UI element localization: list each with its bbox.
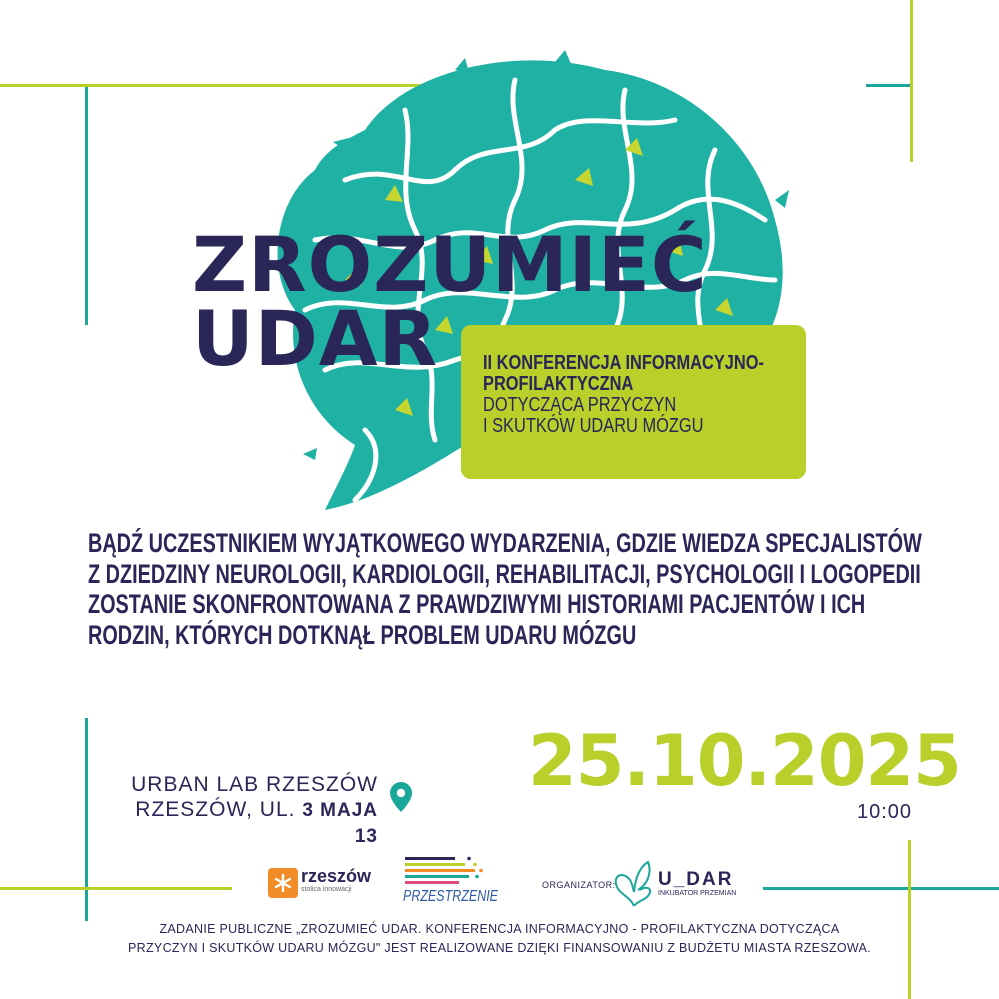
przestrzenie-logo-name: PRZESTRZENIE — [403, 888, 499, 905]
rzeszow-star-icon — [268, 868, 298, 898]
frame-line-bottom-left-horizontal — [0, 887, 232, 890]
venue-street: 3 MAJA 13 — [302, 800, 378, 847]
frame-line-bottom-right-horizontal — [763, 887, 999, 890]
frame-line-bottom-left-vertical — [85, 718, 88, 921]
frame-line-top-right-vertical — [910, 0, 913, 162]
venue-street-line — [120, 797, 378, 849]
organizer-label: ORGANIZATOR: — [542, 880, 616, 890]
rzeszow-logo-name: rzeszów — [301, 866, 372, 886]
footer-line-2: PRZYCZYN I SKUTKÓW UDARU MÓZGU" JEST REALIZOWANE DZIĘKI FINANSOWANIU Z BUDŻETU MIASTA RZESZOWA. — [128, 941, 871, 955]
funding-footer — [0, 920, 999, 958]
map-pin-icon — [390, 782, 412, 812]
rzeszow-logo — [268, 866, 378, 902]
badge-line-2: PROFILAKTYCZNA — [483, 373, 634, 395]
footer-line-1: ZADANIE PUBLICZNE „ZROZUMIEĆ UDAR. KONFERENCJA INFORMACYJNO - PROFILAKTYCZNA DOTYCZĄCA — [159, 922, 840, 936]
event-date: 25.10.2025 — [528, 720, 961, 802]
badge-line-4: I SKUTKÓW UDARU MÓZGU — [483, 415, 704, 437]
venue-name: URBAN LAB RZESZÓW — [131, 773, 378, 796]
frame-line-top-right-horizontal — [866, 84, 913, 87]
udar-logo-tagline: INKUBATOR PRZEMIAN — [658, 890, 737, 897]
udar-logo — [614, 858, 744, 914]
title-line-1: ZROZUMIEĆ — [192, 220, 708, 309]
conference-badge — [461, 325, 806, 479]
description-line-3: ZOSTANIE SKONFRONTOWANA Z PRAWDZIWYMI HISTORIAMI PACJENTÓW I ICH — [88, 589, 866, 619]
rzeszow-logo-tagline: stolica innowacji — [301, 886, 352, 893]
description-line-2: Z DZIEDZINY NEUROLOGII, KARDIOLOGII, REHABILITACJI, PSYCHOLOGII I LOGOPEDII — [88, 558, 921, 589]
udar-logo-name: U_DAR — [658, 869, 734, 890]
venue-city: RZESZÓW, UL. — [135, 798, 303, 821]
event-time: 10:00 — [857, 801, 913, 823]
title-line-2: UDAR — [192, 294, 439, 383]
description-line-4: RODZIN, KTÓRYCH DOTKNĄŁ PROBLEM UDARU MÓZGU — [88, 619, 637, 650]
przestrzenie-logo — [403, 855, 499, 911]
rzeszow-logo-mark — [268, 868, 298, 898]
badge-line-3: DOTYCZĄCA PRZYCZYN — [483, 394, 677, 416]
badge-line-1: II KONFERENCJA INFORMACYJNO- — [483, 352, 764, 374]
venue-address — [120, 772, 378, 849]
event-description — [88, 528, 922, 650]
frame-line-left-vertical — [85, 87, 88, 325]
butterfly-icon — [614, 858, 654, 914]
przestrzenie-stripes-icon — [403, 855, 488, 885]
description-line-1: BĄDŹ UCZESTNIKIEM WYJĄTKOWEGO WYDARZENIA, GDZIE WIEDZA SPECJALISTÓW — [88, 528, 922, 558]
